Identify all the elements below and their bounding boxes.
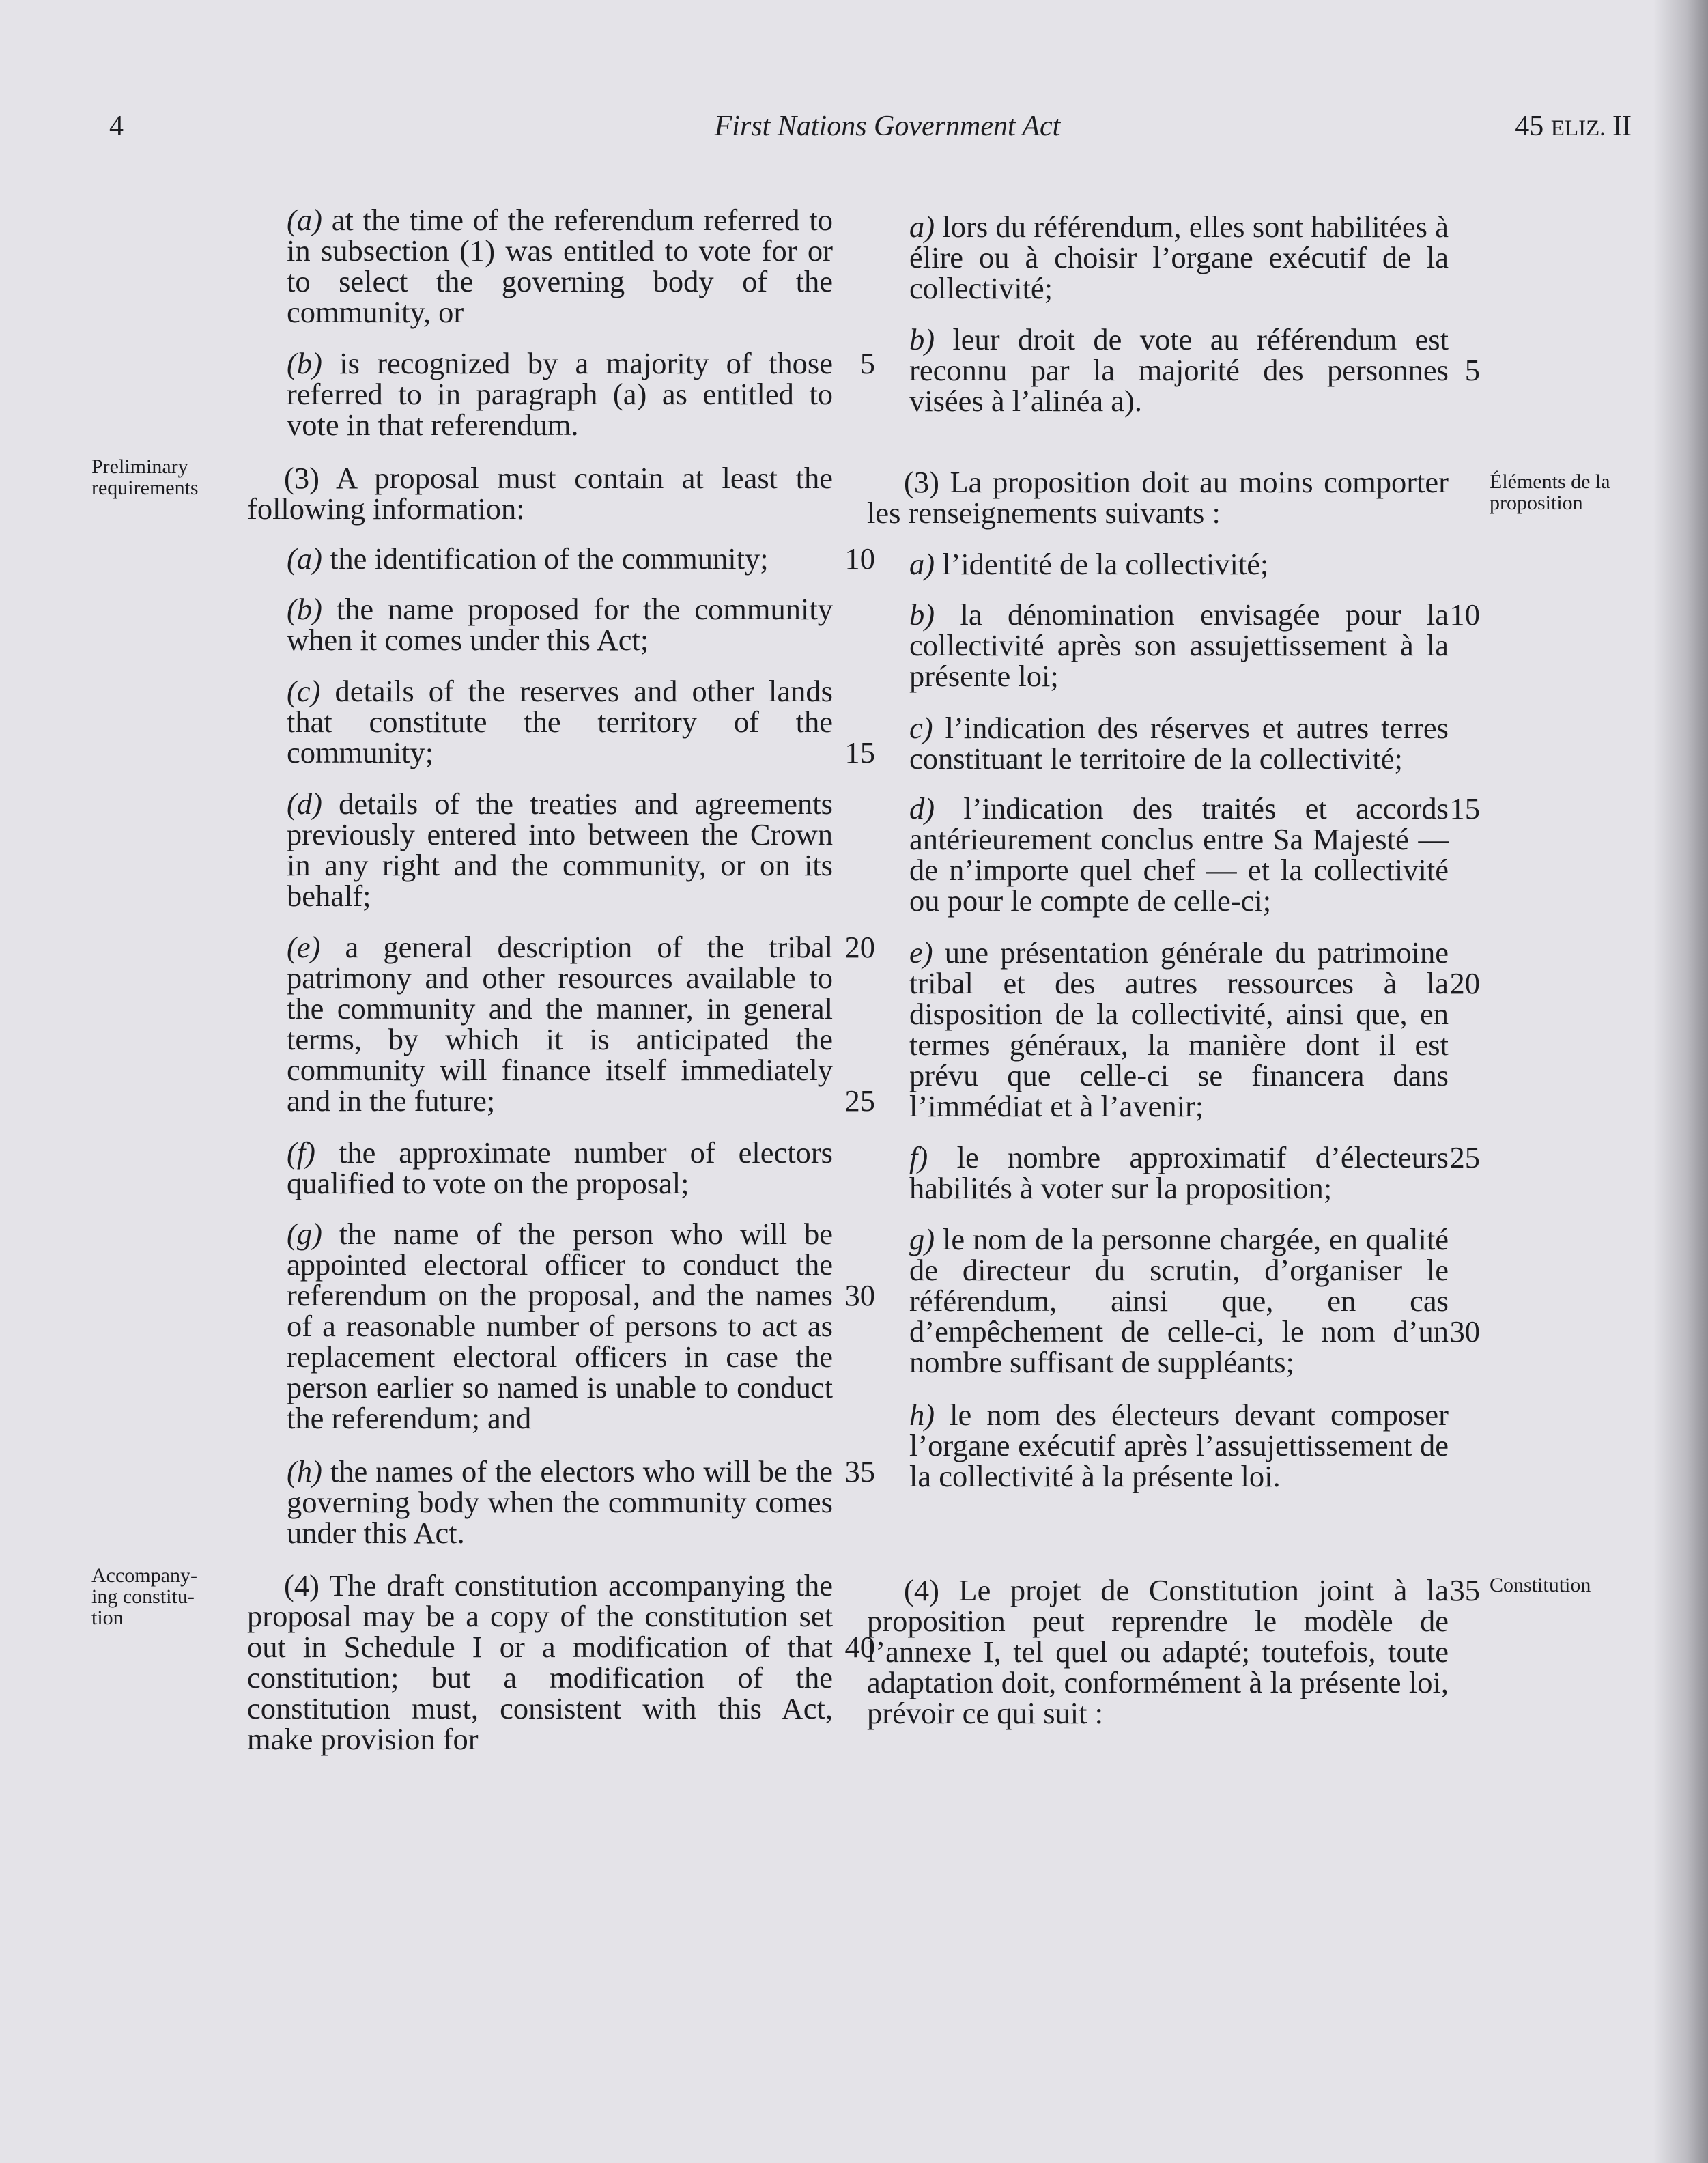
fr-line-number: 25 — [1449, 1140, 1480, 1174]
fr-item-d — [909, 793, 1449, 916]
en-item-f-label: (f) — [287, 1135, 316, 1170]
en-item-h-label: (h) — [287, 1454, 322, 1488]
en-paragraph-a — [287, 205, 833, 328]
fr-item-e — [909, 937, 1449, 1122]
fr-paragraph-a-label: a) — [909, 210, 935, 244]
page-number: 4 — [109, 111, 124, 142]
en-line-number: 30 — [844, 1278, 875, 1312]
fr-item-f-text: le nombre approximatif d’électeurs habilités à voter sur la proposition; — [909, 1140, 1449, 1205]
en-item-g-text: the name of the person who will be appointed electoral officer to conduct the referendum on the proposal, and the names of a reasonable number of persons to act as replacement electoral officers in case the person earlier so named is unable to conduct the referendum; and — [287, 1217, 833, 1435]
fr-subsection-4 — [867, 1575, 1449, 1729]
en-line-number: 40 — [844, 1630, 875, 1664]
en-subsection-4-text: (4) The draft constitution accompanying the proposal may be a copy of the constitution set out in Schedule I or a modification of that constitution; but a modification of the constitution must, consistent with this Act, make provision for — [247, 1568, 833, 1756]
fr-item-e-text: une présentation générale du patrimoine tribal et des autres ressources à la disposition de la collectivité, ainsi que, en termes généraux, la manière dont il est prévu que celle-ci se financera dans l’immédiat et à l’avenir; — [909, 935, 1449, 1123]
en-subsection-3-text: (3) A proposal must contain at least the following information: — [247, 461, 833, 526]
fr-line-number: 15 — [1449, 791, 1480, 825]
en-item-a — [287, 543, 833, 574]
regnal-year — [1515, 109, 1632, 145]
en-item-d-text: details of the treaties and agreements previously entered into between the Crown in any right and the community, or on its behalf; — [287, 787, 833, 913]
margin-note-elements-proposition: Éléments de la proposition — [1490, 470, 1610, 514]
en-item-c-text: details of the reserves and other lands that constitute the territory of the community; — [287, 674, 833, 769]
en-item-c — [287, 676, 833, 768]
en-item-a-label: (a) — [287, 541, 322, 576]
en-item-b-text: the name proposed for the community when it comes under this Act; — [287, 592, 833, 657]
en-line-number: 25 — [844, 1084, 875, 1118]
en-subsection-3 — [247, 463, 833, 524]
en-item-d — [287, 789, 833, 911]
fr-item-b-label: b) — [909, 597, 935, 632]
running-title: First Nations Government Act — [714, 111, 1061, 142]
fr-item-h-label: h) — [909, 1398, 935, 1432]
en-item-d-label: (d) — [287, 787, 322, 821]
en-item-b — [287, 594, 833, 655]
margin-note-accompanying-constitution: Accompany- ing constitu- tion — [91, 1564, 197, 1629]
fr-paragraph-b-label: b) — [909, 322, 935, 356]
en-paragraph-b-label: (b) — [287, 346, 322, 380]
fr-item-g-label: g) — [909, 1222, 935, 1256]
fr-line-number: 30 — [1449, 1314, 1480, 1348]
en-item-g-label: (g) — [287, 1217, 322, 1251]
fr-line-number: 5 — [1464, 353, 1480, 387]
fr-paragraph-a — [909, 212, 1449, 304]
margin-note-constitution: Constitution — [1490, 1574, 1591, 1596]
fr-item-c — [909, 713, 1449, 774]
fr-item-a — [909, 549, 1449, 580]
fr-item-f — [909, 1142, 1449, 1204]
fr-item-h — [909, 1400, 1449, 1492]
en-item-e-text: a general description of the tribal patrimony and other resources available to the community and the manner, in general terms, by which it is anticipated the community will finance itself immediately and in the future; — [287, 930, 833, 1118]
fr-item-d-label: d) — [909, 791, 935, 825]
page-edge-shadow — [1653, 0, 1708, 2163]
en-line-number: 5 — [859, 346, 875, 380]
fr-item-f-label: f) — [909, 1140, 928, 1174]
fr-item-a-label: a) — [909, 547, 935, 581]
en-item-e — [287, 932, 833, 1116]
fr-item-b — [909, 599, 1449, 692]
en-line-number: 15 — [844, 735, 875, 769]
fr-item-c-text: l’indication des réserves et autres terres constituant le territoire de la collectivité; — [909, 711, 1449, 776]
en-item-f-text: the approximate number of electors qualified to vote on the proposal; — [287, 1135, 833, 1200]
fr-item-a-text: l’identité de la collectivité; — [935, 547, 1269, 581]
fr-subsection-3 — [867, 467, 1449, 528]
fr-line-number: 10 — [1449, 597, 1480, 632]
en-paragraph-a-label: (a) — [287, 203, 322, 237]
regnal-year-suffix: II — [1605, 111, 1632, 142]
en-item-h-text: the names of the electors who will be the governing body when the community comes under this Act. — [287, 1454, 833, 1550]
en-item-c-label: (c) — [287, 674, 321, 708]
en-item-g — [287, 1219, 833, 1434]
en-paragraph-a-text: at the time of the referendum referred to in subsection (1) was entitled to vote for or to select the governing body of the community, or — [287, 203, 833, 329]
en-line-number: 35 — [844, 1454, 875, 1488]
en-item-f — [287, 1137, 833, 1199]
fr-item-h-text: le nom des électeurs devant composer l’organe exécutif après l’assujettissement de la collectivité à la présente loi. — [909, 1398, 1449, 1493]
margin-note-preliminary-requirements: Preliminary requirements — [91, 455, 199, 499]
en-item-b-label: (b) — [287, 592, 322, 626]
en-item-a-text: the identification of the community; — [322, 541, 769, 576]
fr-subsection-3-text: (3) La proposition doit au moins comporter les renseignements suivants : — [867, 465, 1449, 530]
en-line-number: 20 — [844, 930, 875, 964]
fr-line-number: 20 — [1449, 966, 1480, 1000]
fr-item-d-text: l’indication des traités et accords antérieurement conclus entre Sa Majesté — de n’importe quel chef — et la collectivité ou pour le compte de celle-ci; — [909, 791, 1449, 918]
fr-item-e-label: e) — [909, 935, 933, 970]
en-item-h — [287, 1456, 833, 1549]
fr-subsection-4-text: (4) Le projet de Constitution joint à la proposition peut reprendre le modèle de l’annexe I, tel quel ou adapté; toutefois, toute adaptation doit, conformément à la présente loi, prévoir ce qui suit : — [867, 1573, 1449, 1730]
fr-paragraph-b-text: leur droit de vote au référendum est reconnu par la majorité des personnes visées à l’alinéa a). — [909, 322, 1449, 418]
en-subsection-4 — [247, 1570, 833, 1755]
fr-paragraph-b — [909, 324, 1449, 416]
fr-item-g-text: le nom de la personne chargée, en qualité de directeur du scrutin, d’organiser le référendum, ainsi que, en cas d’empêchement de celle-ci, le nom d’un nombre suffisant de suppléants; — [909, 1222, 1449, 1379]
en-item-e-label: (e) — [287, 930, 321, 964]
en-line-number: 10 — [844, 541, 875, 576]
en-paragraph-b-text: is recognized by a majority of those referred to in paragraph (a) as entitled to vote in that referendum. — [287, 346, 833, 442]
regnal-year-prefix: 45 — [1515, 111, 1551, 142]
fr-paragraph-a-text: lors du référendum, elles sont habilitées à élire ou à choisir l’organe exécutif de la collectivité; — [909, 210, 1449, 305]
en-paragraph-b — [287, 348, 833, 440]
fr-item-b-text: la dénomination envisagée pour la collectivité après son assujettissement à la présente loi; — [909, 597, 1449, 693]
regnal-year-smallcaps: ELIZ. — [1550, 116, 1606, 141]
fr-item-g — [909, 1224, 1449, 1378]
fr-line-number: 35 — [1449, 1573, 1480, 1607]
fr-item-c-label: c) — [909, 711, 933, 745]
